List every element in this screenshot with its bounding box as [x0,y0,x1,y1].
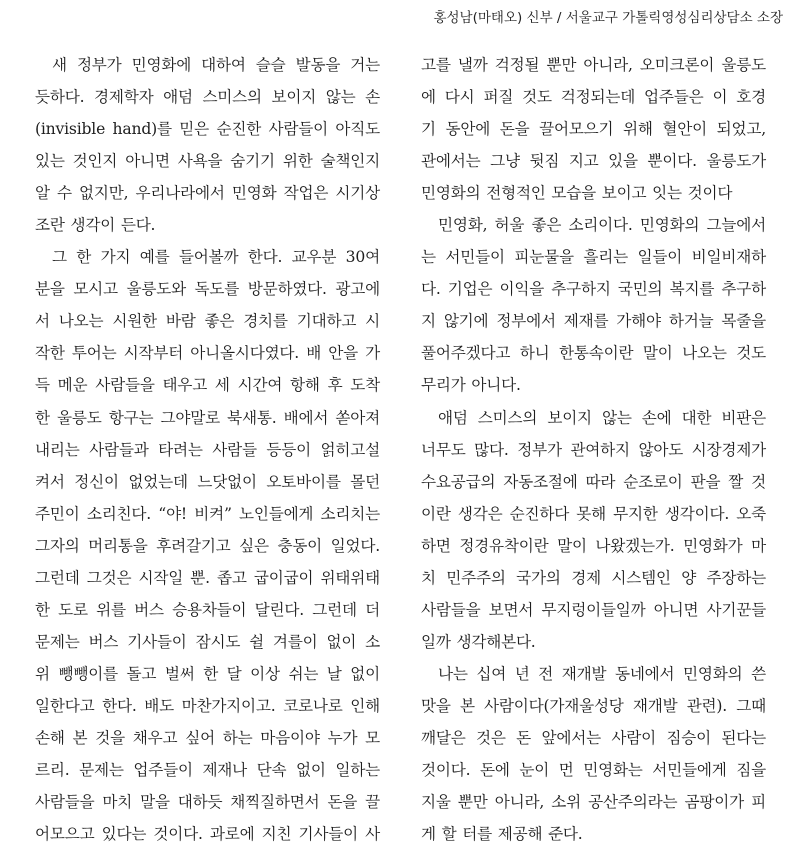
text-line: 새 정부가 민영화에 대하여 슬슬 발동을 거는 [52,56,380,74]
text-line: 고를 낼까 걱정될 뿐만 아니라, 오미크론이 울릉도 [421,56,766,74]
text-line: 작한 투어는 시작부터 아니올시다였다. 배 안을 가 [35,344,380,363]
text-line: 무리가 아니다. [421,376,521,395]
text-line: 나는 십여 년 전 재개발 동네에서 민영화의 쓴 [438,664,766,683]
text-line: 민영화의 전형적인 모습을 보이고 잇는 것이다 [421,184,733,203]
text-line: 있는 것인지 아니면 사욕을 숨기기 위한 술책인지 [35,152,380,171]
text-line: 수요공급의 자동조절에 따라 순조로이 판을 짤 것 [421,472,766,491]
text-line: 관에서는 그냥 뒷짐 지고 있을 뿐이다. 울릉도가 [421,152,766,171]
text-line: 애덤 스미스의 보이지 않는 손에 대한 비판은 [438,408,766,427]
text-line: 한 도로 위를 버스 승용차들이 달린다. 그런데 더 [35,600,380,619]
text-line: 사람들을 마치 말을 대하듯 채찍질하면서 돈을 끌 [35,793,380,812]
article-column-right [421,49,766,850]
text-line: 에 다시 퍼질 것도 걱정되는데 업주들은 이 호경 [421,88,766,107]
text-line: 그자의 머리통을 후려갈기고 싶은 충동이 일었다. [35,536,380,555]
text-line: 손해 본 것을 채우고 싶어 하는 마음이야 누가 모 [35,728,380,747]
text-line: 내리는 사람들과 타려는 사람들 등등이 얽히고설 [35,440,380,459]
text-line: 주민이 소리친다. “야! 비켜” 노인들에게 소리치는 [35,504,380,523]
text-line: 민영화, 허울 좋은 소리이다. 민영화의 그늘에서 [438,216,766,235]
text-line: 일한다고 한다. 배도 마찬가지이고. 코로나로 인해 [35,696,380,715]
text-line: 그 한 가지 예를 들어볼까 한다. 교우분 30여 [52,248,380,267]
text-line: 켜서 정신이 없었는데 느닷없이 오토바이를 몰던 [35,472,380,491]
text-line: (invisible hand)를 믿은 순진한 사람들이 아직도 [35,120,380,139]
text-line: 르리. 문제는 업주들이 제재나 단속 없이 일하는 [35,761,380,780]
text-line: 듯하다. 경제학자 애덤 스미스의 보이지 않는 손 [35,88,380,107]
text-line: 조란 생각이 든다. [35,216,156,235]
text-line: 문제는 버스 기사들이 잠시도 쉴 겨를이 없이 소 [35,632,380,651]
text-line: 득 메운 사람들을 태우고 세 시간여 항해 후 도착 [35,376,380,395]
text-line: 어모으고 있다는 것이다. 과로에 지친 기사들이 사 [35,825,380,844]
text-line: 치 민주주의 국가의 경제 시스템인 양 주장하는 [421,568,766,587]
text-line: 기 동안에 돈을 끌어모으기 위해 혈안이 되었고, [421,120,766,139]
article-column-left [35,49,380,850]
text-line: 하면 정경유착이란 말이 나왔겠는가. 민영화가 마 [421,536,766,555]
text-line: 한 울릉도 항구는 그야말로 북새통. 배에서 쏟아져 [35,408,380,427]
text-line: 알 수 없지만, 우리나라에서 민영화 작업은 시기상 [35,184,380,203]
text-line: 이란 생각은 순진하다 못해 무지한 생각이다. 오죽 [421,504,766,523]
text-line: 너무도 많다. 정부가 관여하지 않아도 시장경제가 [421,440,766,459]
text-line: 는 서민들이 피눈물을 흘리는 일들이 비일비재하 [421,248,766,267]
text-line: 맛을 본 사람이다(가재울성당 재개발 관련). 그때 [421,696,766,715]
text-line: 사람들을 보면서 무지렁이들일까 아니면 사기꾼들 [421,600,766,619]
author-byline: 홍성남(마태오) 신부 / 서울교구 가톨릭영성심리상담소 소장 [433,10,783,26]
text-line: 게 할 터를 제공해 준다. [421,825,583,844]
text-line: 다. 기업은 이익을 추구하지 국민의 복지를 추구하 [421,280,766,299]
text-line: 지울 뿐만 아니라, 소위 공산주의라는 곰팡이가 피 [421,793,766,812]
text-line: 일까 생각해본다. [421,632,536,651]
text-line: 위 뺑뺑이를 돌고 벌써 한 달 이상 쉬는 날 없이 [35,664,380,683]
text-line: 그런데 그것은 시작일 뿐. 좁고 굽이굽이 위태위태 [35,568,380,587]
text-line: 깨달은 것은 돈 앞에서는 사람이 짐승이 된다는 [421,728,766,747]
text-line: 지 않기에 정부에서 제재를 가해야 하거늘 목줄을 [421,312,766,331]
text-line: 서 나오는 시원한 바람 좋은 경치를 기대하고 시 [35,312,380,331]
text-line: 분을 모시고 울릉도와 독도를 방문하였다. 광고에 [35,280,380,299]
text-line: 풀어주겠다고 하니 한통속이란 말이 나오는 것도 [421,344,766,363]
text-line: 것이다. 돈에 눈이 먼 민영화는 서민들에게 짐을 [421,761,766,780]
